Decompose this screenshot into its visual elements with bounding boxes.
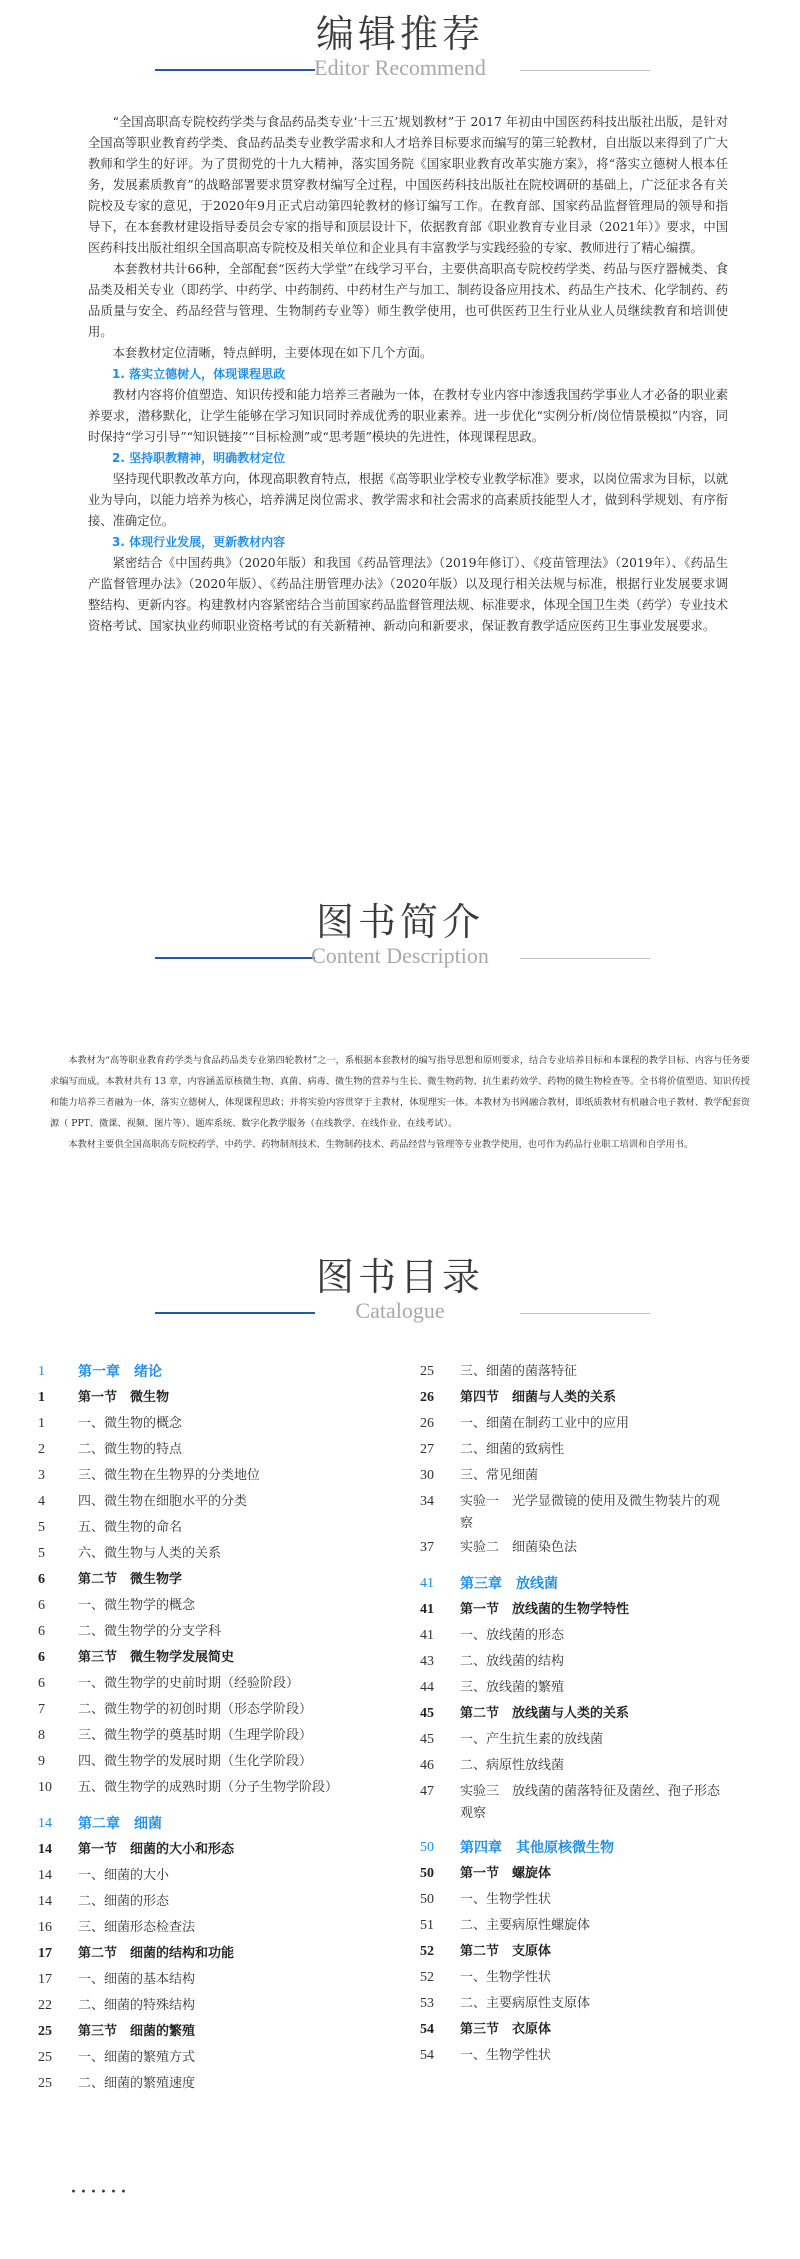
toc-page-number: 25 <box>38 2050 52 2065</box>
toc-item-row <box>420 1753 780 1779</box>
toc-item-row <box>38 1437 378 1463</box>
toc-entry-text: 第二章 细菌 <box>78 1816 162 1832</box>
point-body: 坚持现代职教改革方向，体现高职教育特点，根据《高等职业学校专业教学标准》要求，以岗位需求为目标，以就业为导向，以能力培养为核心，培养满足岗位需求、教学需求和社会需求的高素质技能型人才，做到科学规划、有序衔接、准确定位。 <box>88 472 728 528</box>
toc-entry-text: 一、细菌的基本结构 <box>78 1972 196 1987</box>
toc-page-number: 37 <box>420 1540 434 1555</box>
toc-page-number: 16 <box>38 1920 52 1935</box>
toc-item-row <box>38 1671 378 1697</box>
toc-entry-text: 三、常见细菌 <box>460 1468 539 1483</box>
toc-entry-text: 一、微生物学的史前时期（经验阶段） <box>78 1676 300 1691</box>
toc-page-number: 45 <box>420 1706 434 1721</box>
toc-item-row <box>38 2045 378 2071</box>
toc-page-number: 6 <box>38 1572 45 1587</box>
toc-entry-text: 第三节 微生物学发展简史 <box>78 1650 235 1665</box>
toc-item-row <box>420 1727 780 1753</box>
toc-item-row <box>420 1437 780 1463</box>
toc-item-row <box>38 1889 378 1915</box>
toc-entry-text: 三、细菌的菌落特征 <box>460 1364 578 1379</box>
toc-page-number: 45 <box>420 1732 434 1747</box>
toc-entry-text: 三、微生物在生物界的分类地位 <box>78 1468 261 1483</box>
toc-entry-text: 一、放线菌的形态 <box>460 1628 565 1643</box>
content-description-body <box>50 1050 750 1155</box>
toc-item-row <box>420 1991 780 2017</box>
toc-entry-text: 实验三 放线菌的菌落特征及菌丝、孢子形态观察 <box>460 1784 721 1821</box>
toc-page-number: 5 <box>38 1520 45 1535</box>
toc-entry-text: 三、微生物学的奠基时期（生理学阶段） <box>78 1728 313 1743</box>
toc-page-number: 14 <box>38 1894 52 1909</box>
toc-entry-text: 第一节 螺旋体 <box>460 1866 552 1881</box>
toc-page-number: 7 <box>38 1702 45 1717</box>
toc-chapter-row <box>38 1359 378 1385</box>
toc-item-row <box>38 1541 378 1567</box>
content-description-title: 图书简介 <box>315 900 484 944</box>
toc-item-row <box>38 1993 378 2019</box>
toc-item-row <box>38 1967 378 1993</box>
toc-item-row <box>38 1775 378 1801</box>
toc-entry-text: 二、病原性放线菌 <box>460 1758 565 1773</box>
toc-page-number: 14 <box>38 1842 52 1857</box>
toc-section-row <box>38 1941 378 1967</box>
toc-entry-text: 第四章 其他原核微生物 <box>460 1840 614 1856</box>
toc-right-column <box>420 1359 780 2069</box>
toc-page-number: 6 <box>38 1650 45 1665</box>
toc-chapter-row <box>38 1811 378 1837</box>
toc-page-number: 27 <box>420 1442 434 1457</box>
toc-page-number: 8 <box>38 1728 45 1743</box>
toc-spacer <box>420 1561 780 1571</box>
toc-page-number: 1 <box>38 1416 45 1431</box>
point-heading: 2. 坚持职教精神，明确教材定位 <box>112 451 286 465</box>
toc-item-row <box>38 1489 378 1515</box>
toc-page-number: 41 <box>420 1602 434 1617</box>
point-body: 教材内容将价值塑造、知识传授和能力培养三者融为一体，在教材专业内容中渗透我国药学事业人才必备的职业素养要求，潜移默化，让学生能够在学习知识同时养成优秀的职业素养。进一步优化“实例分析/岗位情景模拟”内容，同时保持“学习引导”“知识链接”“目标检测”或“思考题”模块的先进性，体现课程思政。 <box>88 388 728 444</box>
toc-entry-text: 第二节 支原体 <box>460 1944 552 1959</box>
toc-page-number: 52 <box>420 1944 434 1959</box>
toc-page-number: 6 <box>38 1676 45 1691</box>
toc-entry-text: 二、微生物的特点 <box>78 1442 183 1457</box>
toc-page-number: 44 <box>420 1680 434 1695</box>
toc-item-row <box>420 1649 780 1675</box>
toc-section-row <box>38 1645 378 1671</box>
toc-entry-text: 二、微生物学的初创时期（形态学阶段） <box>78 1702 313 1717</box>
toc-entry-text: 四、微生物在细胞水平的分类 <box>78 1494 248 1509</box>
toc-item-row <box>38 1697 378 1723</box>
toc-entry-text: 第二节 微生物学 <box>78 1572 183 1587</box>
toc-page-number: 2 <box>38 1442 45 1457</box>
toc-item-row <box>38 1723 378 1749</box>
toc-page-number: 10 <box>38 1780 52 1795</box>
toc-page-number: 34 <box>420 1494 434 1509</box>
toc-continuation-ellipsis: ······ <box>70 2180 130 2205</box>
toc-item-row <box>420 1913 780 1939</box>
toc-page-number: 30 <box>420 1468 434 1483</box>
content-description-subtitle: Content Description <box>311 943 489 968</box>
toc-left-column <box>38 1359 378 2097</box>
toc-entry-text: 一、生物学性状 <box>460 1892 552 1907</box>
toc-entry-text: 二、主要病原性螺旋体 <box>460 1918 591 1933</box>
toc-section-row <box>420 1861 780 1887</box>
toc-chapter-row <box>420 1835 780 1861</box>
toc-entry-text: 二、细菌的形态 <box>78 1894 170 1909</box>
toc-item-row <box>420 1779 780 1825</box>
toc-page-number: 6 <box>38 1624 45 1639</box>
toc-page-number: 50 <box>420 1892 434 1907</box>
toc-item-row <box>38 2071 378 2097</box>
editor-paragraph: 本套教材定位清晰，特点鲜明，主要体现在如下几个方面。 <box>112 346 433 360</box>
toc-page-number: 1 <box>38 1390 45 1405</box>
toc-entry-text: 一、细菌在制药工业中的应用 <box>460 1416 630 1431</box>
toc-page-number: 54 <box>420 2022 434 2037</box>
toc-item-row <box>38 1915 378 1941</box>
toc-page-number: 17 <box>38 1946 52 1961</box>
toc-section-row <box>38 1385 378 1411</box>
toc-entry-text: 一、生物学性状 <box>460 2048 552 2063</box>
editor-paragraph: “全国高职高专院校药学类与食品药品类专业‘十三五’规划教材”于 2017 年初由中国医药科技出版社出版，是针对全国高等职业教育药学类、食品药品类专业教学需求和人才培养目标要求而编写的第三轮教材，自出版以来得到了广大教师和学生的好评。为了贯彻党的十九大精神，落实国务院《国家职业教育改革实施方案》，将“落实立德树人根本任务，发展素质教育”的战略部署要求贯穿教材编写全过程，中国医药科技出版社在院校调研的基础上，广泛征求各有关院校及专家的意见，于2020年9月正式启动第四轮教材的修订编写工作。在教育部、国家药品监督管理局的领导和指导下，在本套教材建设指导委员会专家的指导和顶层设计下，依据教育部《职业教育专业目录（2021年）》要求，中国医药科技出版社组织全国高职高专院校及相关单位和企业具有丰富教学与实践经验的专家、教师进行了精心编撰。 <box>88 115 728 255</box>
toc-page-number: 51 <box>420 1918 434 1933</box>
toc-page-number: 14 <box>38 1816 52 1831</box>
toc-entry-text: 第二节 细菌的结构和功能 <box>78 1946 235 1961</box>
toc-entry-text: 二、主要病原性支原体 <box>460 1996 591 2011</box>
content-description-header <box>0 900 800 968</box>
toc-entry-text: 五、微生物的命名 <box>78 1520 183 1535</box>
point-body: 紧密结合《中国药典》（2020年版）和我国《药品管理法》（2019年修订）、《疫苗管理法》（2019年）、《药品生产监督管理办法》（2020年版）、《药品注册管理办法》（2020年版）以及现行相关法规与标准，根据行业发展要求调整结构、更新内容。构建教材内容紧密结合当前国家药品监督管理法规、标准要求，体现全国卫生类（药学）专业技术资格考试、国家执业药师职业资格考试的有关新精神、新动向和新要求，保证教育教学适应医药卫生事业发展要求。 <box>88 556 728 633</box>
toc-entry-text: 实验二 细菌染色法 <box>460 1540 578 1555</box>
toc-entry-text: 五、微生物学的成熟时期（分子生物学阶段） <box>78 1780 339 1795</box>
toc-item-row <box>420 1965 780 1991</box>
toc-item-row <box>420 1887 780 1913</box>
toc-entry-text: 一、细菌的大小 <box>78 1868 170 1883</box>
toc-entry-text: 一、产生抗生素的放线菌 <box>460 1732 604 1747</box>
toc-item-row <box>420 1489 780 1535</box>
toc-entry-text: 第一节 微生物 <box>78 1390 170 1405</box>
catalogue-header <box>0 1255 800 1323</box>
toc-section-row <box>420 1939 780 1965</box>
toc-entry-text: 第一章 绪论 <box>78 1364 162 1380</box>
toc-section-row <box>420 2017 780 2043</box>
toc-page-number: 50 <box>420 1866 434 1881</box>
toc-chapter-row <box>420 1571 780 1597</box>
toc-page-number: 41 <box>420 1628 434 1643</box>
editor-recommend-title: 编辑推荐 <box>315 12 484 56</box>
editor-paragraph: 本套教材共计66种，全部配套“医药大学堂”在线学习平台，主要供高职高专院校药学类、药品与医疗器械类、食品类及相关专业（即药学、中药学、中药制药、中药材生产与加工、制药设备应用技术、药品生产技术、化学制药、药品质量与安全、药品经营与管理、生物制药专业等）师生教学使用，也可供医药卫生行业从业人员继续教育和培训使用。 <box>88 262 728 339</box>
toc-page-number: 6 <box>38 1598 45 1613</box>
toc-entry-text: 三、细菌形态检查法 <box>78 1920 196 1935</box>
toc-spacer <box>38 1801 378 1811</box>
toc-entry-text: 一、微生物的概念 <box>78 1416 183 1431</box>
toc-page-number: 50 <box>420 1840 434 1855</box>
toc-page-number: 52 <box>420 1970 434 1985</box>
toc-page-number: 53 <box>420 1996 434 2011</box>
editor-recommend-subtitle: Editor Recommend <box>314 55 486 80</box>
intro-paragraph: 本教材主要供全国高职高专院校药学、中药学、药物制剂技术、生物制药技术、药品经营与管理等专业教学使用，也可作为药品行业职工培训和自学用书。 <box>68 1139 694 1150</box>
toc-page-number: 25 <box>420 1364 434 1379</box>
toc-page-number: 17 <box>38 1972 52 1987</box>
toc-section-row <box>38 2019 378 2045</box>
toc-item-row <box>38 1463 378 1489</box>
toc-entry-text: 第一节 细菌的大小和形态 <box>78 1842 235 1857</box>
toc-item-row <box>420 1675 780 1701</box>
toc-page-number: 14 <box>38 1868 52 1883</box>
toc-item-row <box>38 1863 378 1889</box>
toc-entry-text: 第一节 放线菌的生物学特性 <box>460 1602 630 1617</box>
toc-page-number: 47 <box>420 1784 434 1799</box>
toc-entry-text: 第三章 放线菌 <box>460 1576 558 1592</box>
toc-entry-text: 第二节 放线菌与人类的关系 <box>460 1706 630 1721</box>
toc-page-number: 22 <box>38 1998 52 2013</box>
toc-entry-text: 二、细菌的繁殖速度 <box>78 2076 196 2091</box>
toc-item-row <box>38 1411 378 1437</box>
toc-entry-text: 二、放线菌的结构 <box>460 1654 565 1669</box>
toc-entry-text: 第四节 细菌与人类的关系 <box>460 1390 617 1405</box>
toc-page-number: 41 <box>420 1576 434 1591</box>
toc-entry-text: 四、微生物学的发展时期（生化学阶段） <box>78 1754 313 1769</box>
toc-page-number: 43 <box>420 1654 434 1669</box>
catalogue-subtitle: Catalogue <box>355 1298 445 1323</box>
toc-item-row <box>420 1535 780 1561</box>
toc-item-row <box>38 1515 378 1541</box>
toc-entry-text: 第三节 细菌的繁殖 <box>78 2024 196 2039</box>
toc-spacer <box>420 1825 780 1835</box>
toc-page-number: 46 <box>420 1758 434 1773</box>
toc-item-row <box>420 1623 780 1649</box>
toc-page-number: 3 <box>38 1468 45 1483</box>
toc-section-row <box>420 1385 780 1411</box>
toc-entry-text: 六、微生物与人类的关系 <box>78 1546 222 1561</box>
toc-item-row <box>420 1359 780 1385</box>
toc-page-number: 54 <box>420 2048 434 2063</box>
editor-recommend-header <box>0 12 800 80</box>
catalogue-title: 图书目录 <box>315 1255 484 1299</box>
toc-entry-text: 一、细菌的繁殖方式 <box>78 2050 196 2065</box>
toc-entry-text: 一、生物学性状 <box>460 1970 552 1985</box>
toc-section-row <box>38 1567 378 1593</box>
toc-page-number: 1 <box>38 1364 45 1379</box>
toc-item-row <box>38 1619 378 1645</box>
intro-paragraph: 本教材为“高等职业教育药学类与食品药品类专业第四轮教材”之一，系根据本套教材的编写指导思想和原则要求，结合专业培养目标和本课程的教学目标、内容与任务要求编写而成。本教材共有 13 章，内容涵盖原核微生物、真菌、病毒、微生物的营养与生长、微生物药物、抗生素药效学、药物的微生物检查等。全书将价值塑造、知识传授和能力培养三者融为一体，落实立德树人，体现课程思政；并将实验内容贯穿于主教材，体现理实一体。本教材为书网融合教材，即纸质教材有机融合电子教材、教学配套资源（ PPT、微课、视频、图片等）、题库系统、数字化教学服务（在线教学、在线作业、在线考试）。 <box>50 1055 750 1129</box>
toc-page-number: 4 <box>38 1494 45 1509</box>
toc-item-row <box>38 1593 378 1619</box>
toc-entry-text: 二、细菌的特殊结构 <box>78 1998 196 2013</box>
toc-item-row <box>420 2043 780 2069</box>
toc-page-number: 9 <box>38 1754 45 1769</box>
toc-entry-text: 二、微生物学的分支学科 <box>78 1624 222 1639</box>
toc-entry-text: 第三节 衣原体 <box>460 2022 552 2037</box>
toc-item-row <box>420 1411 780 1437</box>
toc-item-row <box>420 1463 780 1489</box>
editor-recommend-body <box>88 112 728 637</box>
point-heading: 1. 落实立德树人，体现课程思政 <box>112 367 286 381</box>
toc-page-number: 5 <box>38 1546 45 1561</box>
toc-entry-text: 一、微生物学的概念 <box>78 1598 196 1613</box>
toc-entry-text: 二、细菌的致病性 <box>460 1442 565 1457</box>
point-heading: 3. 体现行业发展，更新教材内容 <box>112 535 286 549</box>
toc-page-number: 25 <box>38 2024 52 2039</box>
toc-section-row <box>420 1597 780 1623</box>
toc-page-number: 26 <box>420 1390 434 1405</box>
toc-entry-text: 实验一 光学显微镜的使用及微生物装片的观察 <box>460 1494 721 1531</box>
toc-page-number: 26 <box>420 1416 434 1431</box>
toc-entry-text: 三、放线菌的繁殖 <box>460 1680 565 1695</box>
toc-item-row <box>38 1749 378 1775</box>
toc-section-row <box>420 1701 780 1727</box>
toc-section-row <box>38 1837 378 1863</box>
toc-page-number: 25 <box>38 2076 52 2091</box>
